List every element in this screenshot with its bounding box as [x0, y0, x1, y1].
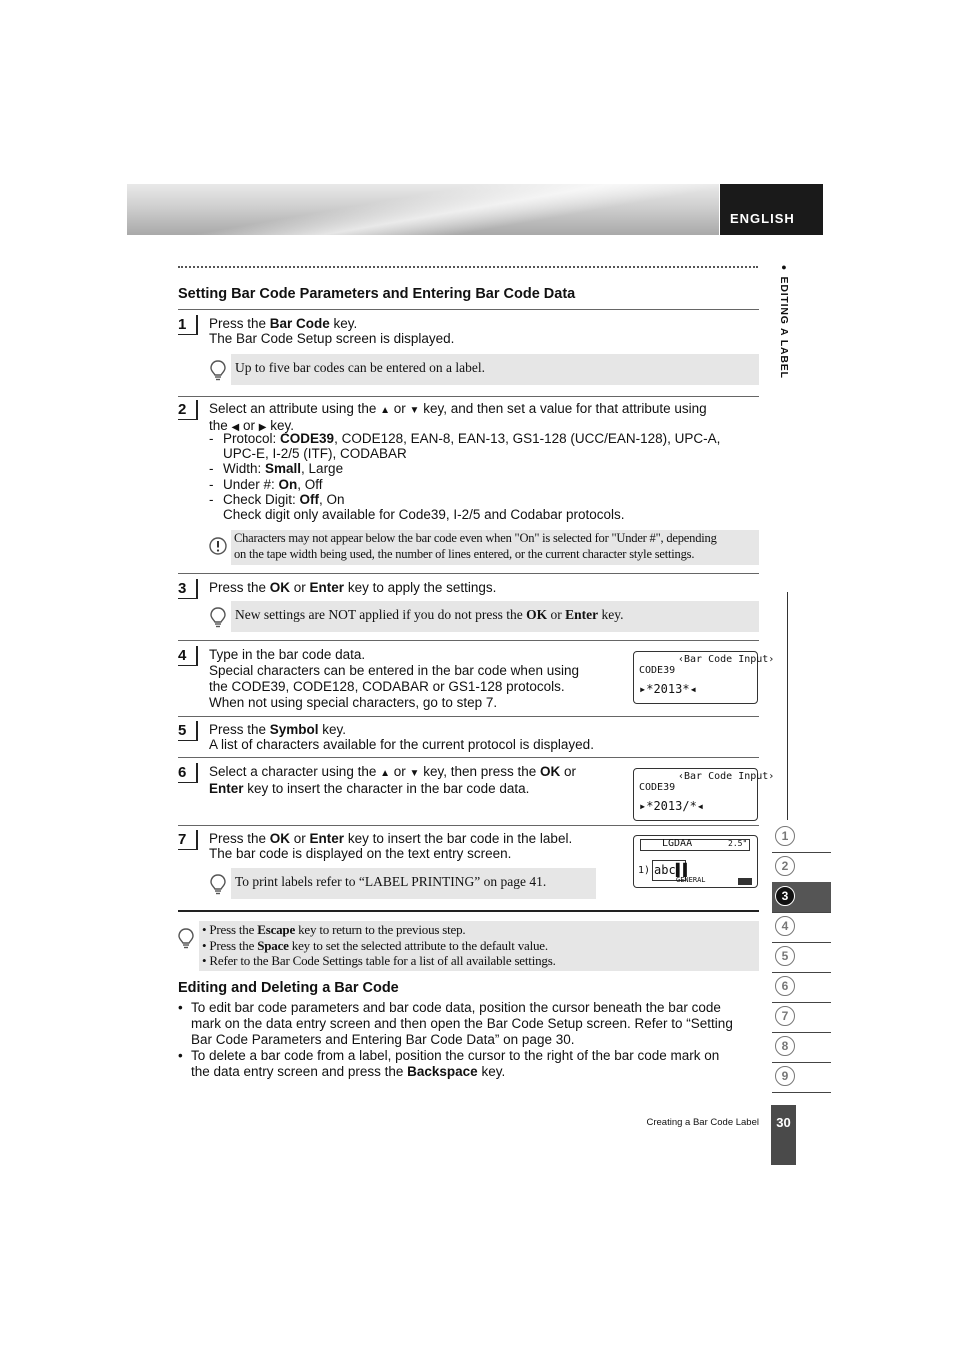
chapter-tab-4[interactable]: 4	[772, 912, 831, 943]
chapter-tab-3[interactable]: 3	[772, 882, 831, 913]
hint-note: To print labels refer to “LABEL PRINTING” on page 41.	[231, 868, 596, 899]
side-rule	[787, 592, 788, 820]
hint-note: Up to five bar codes can be entered on a label.	[231, 354, 759, 385]
lcd-screen-barcode-input: ‹Bar Code Input› CODE39 ▸*2013/*◂	[633, 768, 758, 821]
step-number: 1	[178, 315, 198, 335]
step-number: 6	[178, 763, 198, 783]
hint-bulb-icon	[208, 359, 228, 383]
up-arrow-icon: ▲	[380, 405, 391, 416]
side-section-label: ● EDITING A LABEL	[778, 262, 790, 379]
step-1-text: Press the Bar Code key. The Bar Code Setup screen is displayed.	[209, 316, 455, 347]
divider	[178, 640, 759, 641]
chapter-tab-6[interactable]: 6	[772, 972, 831, 1003]
battery-icon	[738, 878, 752, 885]
right-arrow-icon: ▶	[258, 422, 267, 434]
lcd-screen-barcode-input: ‹Bar Code Input› CODE39 ▸*2013*◂	[633, 651, 758, 704]
chapter-tab-7[interactable]: 7	[772, 1002, 831, 1033]
caution-note: Characters may not appear below the bar code even when "On" is selected for "Under #", depending on the tape width being used, the number of lines entered, or the current character style settings.	[231, 530, 759, 565]
up-arrow-icon: ▲	[380, 768, 391, 779]
step-5-text: Press the Symbol key. A list of characters available for the current protocol is displayed.	[209, 722, 594, 753]
divider	[178, 910, 759, 912]
step-number: 3	[178, 579, 198, 599]
step-7-text: Press the OK or Enter key to insert the bar code in the label. The bar code is displayed on the text entry screen.	[209, 831, 573, 862]
divider	[178, 716, 759, 717]
down-arrow-icon: ▼	[409, 768, 420, 779]
down-arrow-icon: ▼	[409, 405, 420, 416]
divider	[178, 757, 759, 758]
hint-bulb-icon	[208, 606, 228, 630]
step-4-text: Type in the bar code data. Special characters can be entered in the bar code when using the CODE39, CODE128, CODABAR or GS1-128 protocols. When not using special characters, go to step 7.	[209, 647, 579, 710]
lcd-screen-text-entry: LGDАA 2.5" 1) abc ▌▌ GENERAL	[633, 835, 758, 888]
step-number: 5	[178, 721, 198, 741]
footer-title: Creating a Bar Code Label	[646, 1117, 759, 1128]
hint-bulb-icon	[208, 873, 228, 897]
section-title: Editing and Deleting a Bar Code	[178, 980, 399, 996]
bullet-list: • To edit bar code parameters and bar code data, position the cursor beneath the bar code mark on the data entry screen and then open the Bar Code Setup screen. Refer to “Setting Bar Code Parameters and Entering Bar Code Data” on page 30. • To delete a bar code from a label, position the cursor to the right of the bar code mark on the data entry screen and press the Backspace key.	[178, 1000, 733, 1079]
step-number: 7	[178, 830, 198, 850]
language-tab: ENGLISH	[720, 184, 823, 235]
hint-note: New settings are NOT applied if you do not press the OK or Enter key.	[231, 601, 759, 632]
left-arrow-icon: ◀	[231, 422, 240, 434]
divider	[178, 573, 759, 574]
step-6-text: Select a character using the ▲ or ▼ key, then press the OK or Enter key to insert the character in the bar code data.	[209, 764, 577, 797]
dotted-divider	[178, 266, 758, 268]
chapter-tab-9[interactable]: 9	[772, 1062, 831, 1093]
step-number: 2	[178, 400, 198, 420]
tips-note: • Press the Escape key to return to the previous step. • Press the Space key to set the selected attribute to the default value. • Refer to the Bar Code Settings table for a list of all available settings.	[199, 921, 759, 971]
hint-bulb-icon	[176, 927, 196, 951]
page-number: 30	[771, 1105, 796, 1165]
header-banner	[127, 184, 719, 235]
divider	[178, 309, 759, 310]
step-2-text: Select an attribute using the ▲ or ▼ key, and then set a value for that attribute using the ◀ or ▶ key.	[209, 401, 707, 434]
chapter-tab-8[interactable]: 8	[772, 1032, 831, 1063]
barcode-mark-icon: ▌▌	[676, 863, 691, 877]
attribute-list: - Protocol: CODE39, CODE128, EAN-8, EAN-13, GS1-128 (UCC/EAN-128), UPC-A, UPC-E, I-2/5 (ITF), CODABAR - Width: Small, Large - Under #: On, Off - Check Digit: Off, On Check digit only available for Code39, I-2/5 and Codabar protocols.	[209, 431, 721, 523]
caution-icon	[208, 534, 228, 558]
chapter-tab-2[interactable]: 2	[772, 852, 831, 883]
step-3-text: Press the OK or Enter key to apply the settings.	[209, 580, 497, 595]
chapter-tab-5[interactable]: 5	[772, 942, 831, 973]
divider	[178, 396, 759, 397]
divider	[178, 825, 759, 826]
chapter-tab-1[interactable]: 1	[772, 822, 831, 853]
section-title: Setting Bar Code Parameters and Entering Bar Code Data	[178, 286, 576, 302]
step-number: 4	[178, 646, 198, 666]
